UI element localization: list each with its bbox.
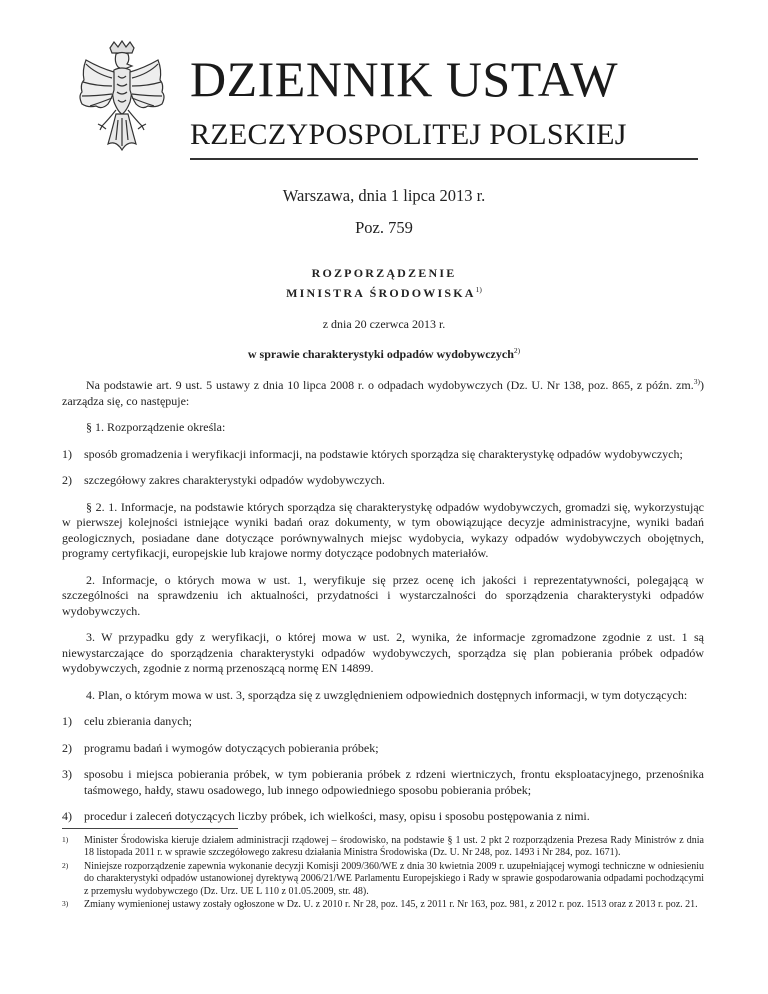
preamble: Na podstawie art. 9 ust. 5 ustawy z dnia 10 lipca 2008 r. o odpadach wydobywczych (Dz. U. Nr 138, poz. 865, z późn. zm.$^{3)}$) zarządza się, co następuje: (62, 377, 704, 408)
header-divider (190, 158, 698, 160)
list-item: 2) programu badań i wymogów dotyczących pobierania próbek; (62, 740, 379, 755)
footnotes (62, 828, 704, 912)
section-2-paragraph-4: 4. Plan, o którym mowa w ust. 3, sporządza się z uwzględnieniem odpowiednich dostępnych informacji, w tym dotyczących: (86, 687, 688, 702)
act-body (62, 374, 704, 836)
publication-date: Warszawa, dnia 1 lipca 2013 r. (282, 186, 486, 205)
list-item: 4) procedur i zaleceń dotyczących liczby próbek, ich wielkości, masy, opisu i sposobu postępowania z nimi. (62, 809, 590, 823)
act-type: ROZPORZĄDZENIE (311, 266, 457, 280)
act-date: z dnia 20 czerwca 2013 r. (322, 317, 446, 331)
section-2-paragraph-3: 3. W przypadku gdy z weryfikacji, o której mowa w ust. 2, wynika, że informacje zgromadzone zgodnie z ust. 1 są niewystarczające do sporządzenia charakterystyki odpadów wydobywczych, sporządza się plan pobierania próbek odpadów wydobywczych, zgodnie z normą przenoszącą normę EN 14899. (62, 630, 704, 675)
act-author: MINISTRA ŚRODOWISKA$^{1)}$ (286, 285, 482, 300)
gazette-subtitle: RZECZYPOSPOLITEJ POLSKIEJ (190, 118, 627, 151)
section-2-paragraph-1: § 2. 1. Informacje, na podstawie których sporządza się charakterystykę odpadów wydobywczych, gromadzi się, wykorzystując w pierwszej kolejności istniejące wyniki badań oraz dokumenty, w tym obowiązujące decyzje administracyjne, wyniki badań geologicznych, posiadane dane dotyczące porównywalnych miejsc wydobycia, wykazy odpadów wydobywczych obojętnych, programy certyfikacji, europejskie lub krajowe normy dotyczące podobnych materiałów. (62, 499, 704, 560)
footnote-divider (62, 828, 238, 829)
footnote-ref: 3) (693, 377, 700, 386)
footnote: 1) Minister Środowiska kieruje działem administracji rządowej – środowisko, na podstawie § 1 ust. 2 pkt 2 rozporządzenia Prezesa Rady Ministrów z dnia 18 listopada 2011 r. w sprawie szczegółowego zakresu działania Ministra Środowiska (Dz. U. Nr 248, poz. 1493 i Nr 284, poz. 1671). (62, 835, 704, 859)
list-item: 3) sposobu i miejsca pobierania próbek, w tym pobierania próbek z rdzeni wiertniczych, frontu eksploatacyjnego, przenośnika taśmowego, hałdy, stawu osadowego, lub innego odpowiedniego sposobu pobierania próbek; (62, 767, 704, 797)
footnote: 3) Zmiany wymienionej ustawy zostały ogłoszone w Dz. U. z 2010 r. Nr 28, poz. 145, z 2011 r. Nr 163, poz. 981, z 2012 r. poz. 1513 oraz z 2013 r. poz. 21. (62, 899, 698, 911)
gazette-title: DZIENNIK USTAW (190, 51, 619, 107)
position-number: Poz. 759 (355, 218, 413, 237)
list-item: 1) sposób gromadzenia i weryfikacji informacji, na podstawie których sporządza się charakterystykę odpadów wydobywczych; (62, 446, 683, 461)
list-item: 1) celu zbierania danych; (62, 714, 192, 728)
masthead (0, 0, 768, 175)
section-2-paragraph-2: 2. Informacje, o których mowa w ust. 1, weryfikuje się przez ocenę ich jakości i reprezentatywności, polegającą w szczególności na sprawdzeniu ich aktualności, przydatności i wystarczalności do sporządzenia charakterystyki odpadów wydobywczych. (62, 572, 704, 618)
act-subject: w sprawie charakterystyki odpadów wydobywczych$^{2)}$ (247, 346, 521, 361)
polish-eagle-emblem-icon (72, 40, 172, 158)
footnote-ref: 2) (513, 346, 521, 355)
footnote: 2) Niniejsze rozporządzenie zapewnia wykonanie decyzji Komisji 2009/360/WE z dnia 30 kwietnia 2009 r. uzupełniającej wymogi techniczne w odniesieniu do charakterystyki odpadów ustanowionej dyrektywą 2006/21/WE Parlamentu Europejskiego i Rady w sprawie gospodarowania odpadami pochodzącymi z przemysłu wydobywczego (Dz. Urz. UE L 110 z 01.05.2009, str. 48). (62, 860, 704, 897)
section-1-intro: § 1. Rozporządzenie określa: (86, 420, 226, 434)
footnote-ref: 1) (475, 285, 482, 294)
list-item: 2) szczegółowy zakres charakterystyki odpadów wydobywczych. (62, 473, 385, 487)
